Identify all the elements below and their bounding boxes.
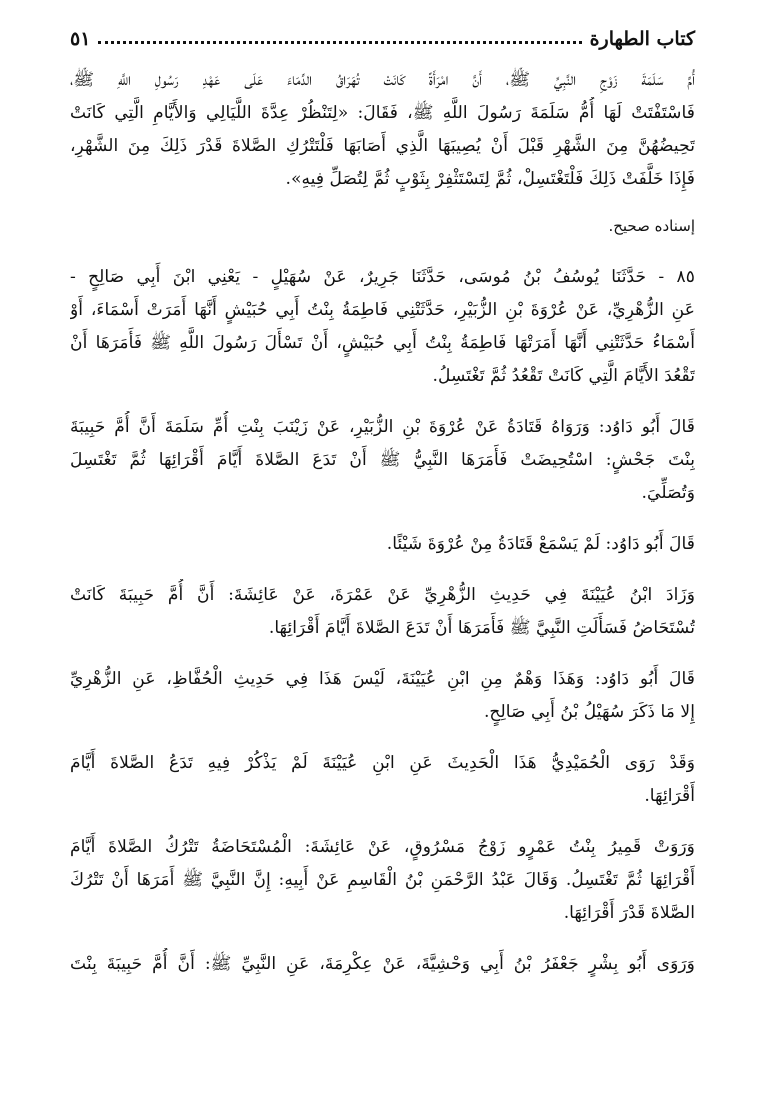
text-line: الصَّلاةَ قَدْرَ أَقْرَائِهَا.: [563, 903, 695, 923]
text-line: وَرَوَى أَبُو بِشْرٍ جَعْفَرُ بْنُ أَبِي وَحْشِيَّةَ، عَنْ عِكْرِمَةَ، عَنِ النَّبِيِّ ﷺ: أَنَّ أُمَّ حَبِيبَةَ بِنْتَ: [70, 954, 695, 974]
text-line: قَالَ أَبُو دَاوُد: وَرَوَاهُ قَتَادَةُ عَنْ عُرْوَةَ بْنِ الزُّبَيْرِ، عَنْ زَيْنَبَ بِنْتِ أُمِّ سَلَمَةَ أَنَّ أُمَّ حَبِيبَةَ: [70, 417, 695, 437]
text-line: فَإِذَا خَلَّفَتْ ذَلِكَ فَلْتَغْتَسِلْ، ثُمَّ لِتَسْتَثْفِرْ بِثَوْبٍ ثُمَّ لِتُصَلِّ فِيهِ».: [285, 169, 695, 189]
running-header: [70, 22, 695, 50]
paragraph-qamir: [70, 831, 695, 930]
text-line: أُمِّ سَلَمَةَ زَوْجِ النَّبِيِّ ﷺ، أَنَّ امْرَأَةً كَانَتْ تُهَرَاقُ الدِّمَاءَ عَلَى عَهْدِ رَسُولِ اللَّهِ ﷺ،: [70, 70, 695, 90]
text-line: تَقْعُدَ الأَيَّامَ الَّتِي كَانَتْ تَقْعُدُ ثُمَّ تَغْتَسِلُ.: [432, 366, 695, 386]
abu-dawud-comment-2: [70, 528, 695, 561]
hadith-85: [70, 261, 695, 393]
text-line: قَالَ أَبُو دَاوُد: لَمْ يَسْمَعْ قَتَادَةُ مِنْ عُرْوَةَ شَيْئًا.: [386, 534, 695, 554]
isnad-grading: [70, 210, 695, 243]
paragraph-abu-bishr: [70, 948, 695, 981]
text-line: وَرَوَتْ قَمِيرُ بِنْتُ عَمْرٍو زَوْجُ مَسْرُوقٍ، عَنْ عَائِشَةَ: الْمُسْتَحَاضَةُ تَتْرُكُ الصَّلاةَ أَيَّامَ: [70, 837, 695, 857]
text-line: قَالَ أَبُو دَاوُد: وَهَذَا وَهْمٌ مِنِ ابْنِ عُيَيْنَةَ، لَيْسَ هَذَا فِي حَدِيثِ الْحُفَّاظِ، عَنِ الزُّهْرِيِّ: [70, 669, 695, 689]
text-line: أَسْمَاءُ حَدَّثَتْنِي أَنَّهَا أَمَرَتْهَا فَاطِمَةُ بِنْتُ أَبِي حُبَيْشٍ، أَنْ تَسْأَلَ رَسُولَ اللَّهِ ﷺ فَأَمَرَهَا أَنْ: [70, 333, 695, 353]
abu-dawud-comment-3: [70, 663, 695, 729]
text-line: بِنْتَ جَحْشٍ: اسْتُحِيضَتْ فَأَمَرَهَا النَّبِيُّ ﷺ أَنْ تَدَعَ الصَّلاةَ أَيَّامَ أَقْرَائِهَا ثُمَّ تَغْتَسِلَ: [70, 450, 695, 470]
text-line: وَتُصَلِّيَ.: [641, 483, 695, 503]
text-line: تُسْتَحَاضُ فَسَأَلَتِ النَّبِيَّ ﷺ فَأَمَرَهَا أَنْ تَدَعَ الصَّلاةَ أَيَّامَ أَقْرَائِهَا.: [268, 618, 695, 638]
text-line: فَاسْتَفْتَتْ لَهَا أُمُّ سَلَمَةَ رَسُولَ اللَّهِ ﷺ، فَقَالَ: «لِتَنْظُرْ عِدَّةَ اللَّيَالِي وَالأَيَّامِ الَّتِي كَانَتْ: [70, 103, 695, 123]
text-line: أَقْرَائِهَا.: [644, 786, 695, 806]
page-number: ٥١: [70, 28, 91, 50]
paragraph-hadith-continuation: [70, 64, 695, 196]
text-line: ٨٥ - حَدَّثَنَا يُوسُفُ بْنُ مُوسَى، حَدَّثَنَا جَرِيرٌ، عَنْ سُهَيْلٍ - يَعْنِي ابْنَ أَبِي صَالِحٍ -: [70, 267, 695, 287]
text-line: تَحِيضُهُنَّ مِنَ الشَّهْرِ قَبْلَ أَنْ يُصِيبَهَا الَّذِي أَصَابَهَا فَلْتَتْرُكِ الصَّلاةَ قَدْرَ ذَلِكَ مِنَ الشَّهْرِ،: [70, 136, 695, 156]
book-title: كتاب الطهارة: [589, 28, 695, 50]
isnad-note: إسناده صحيح.: [608, 217, 695, 235]
text-line: إِلا مَا ذَكَرَ سُهَيْلُ بْنُ أَبِي صَالِحٍ.: [483, 702, 695, 722]
text-line: وَزَادَ ابْنُ عُيَيْنَةَ فِي حَدِيثِ الزُّهْرِيِّ عَنْ عَمْرَةَ، عَنْ عَائِشَةَ: أَنَّ أُمَّ حَبِيبَةَ كَانَتْ: [70, 585, 695, 605]
text-line: عَنِ الزُّهْرِيِّ، عَنْ عُرْوَةَ بْنِ الزُّبَيْرِ، حَدَّثَتْنِي فَاطِمَةُ بِنْتُ أَبِي حُبَيْشٍ أَنَّهَا أَمَرَتْ أَسْمَاءَ، أَوْ: [70, 300, 695, 320]
paragraph-humaydi: [70, 747, 695, 813]
text-line: أَقْرَائِهَا ثُمَّ تَغْتَسِلُ. وَقَالَ عَبْدُ الرَّحْمَنِ بْنُ الْقَاسِمِ عَنْ أَبِيهِ: إِنَّ النَّبِيَّ ﷺ أَمَرَهَا أَنْ تَتْرُكَ: [70, 870, 695, 890]
text-line: وَقَدْ رَوَى الْحُمَيْدِيُّ هَذَا الْحَدِيثَ عَنِ ابْنِ عُيَيْنَةَ لَمْ يَذْكُرْ فِيهِ تَدَعُ الصَّلاةَ أَيَّامَ: [70, 753, 695, 773]
paragraph-ibn-uyaynah: [70, 579, 695, 645]
abu-dawud-comment-1: [70, 411, 695, 510]
header-dot-leader: [98, 41, 581, 44]
